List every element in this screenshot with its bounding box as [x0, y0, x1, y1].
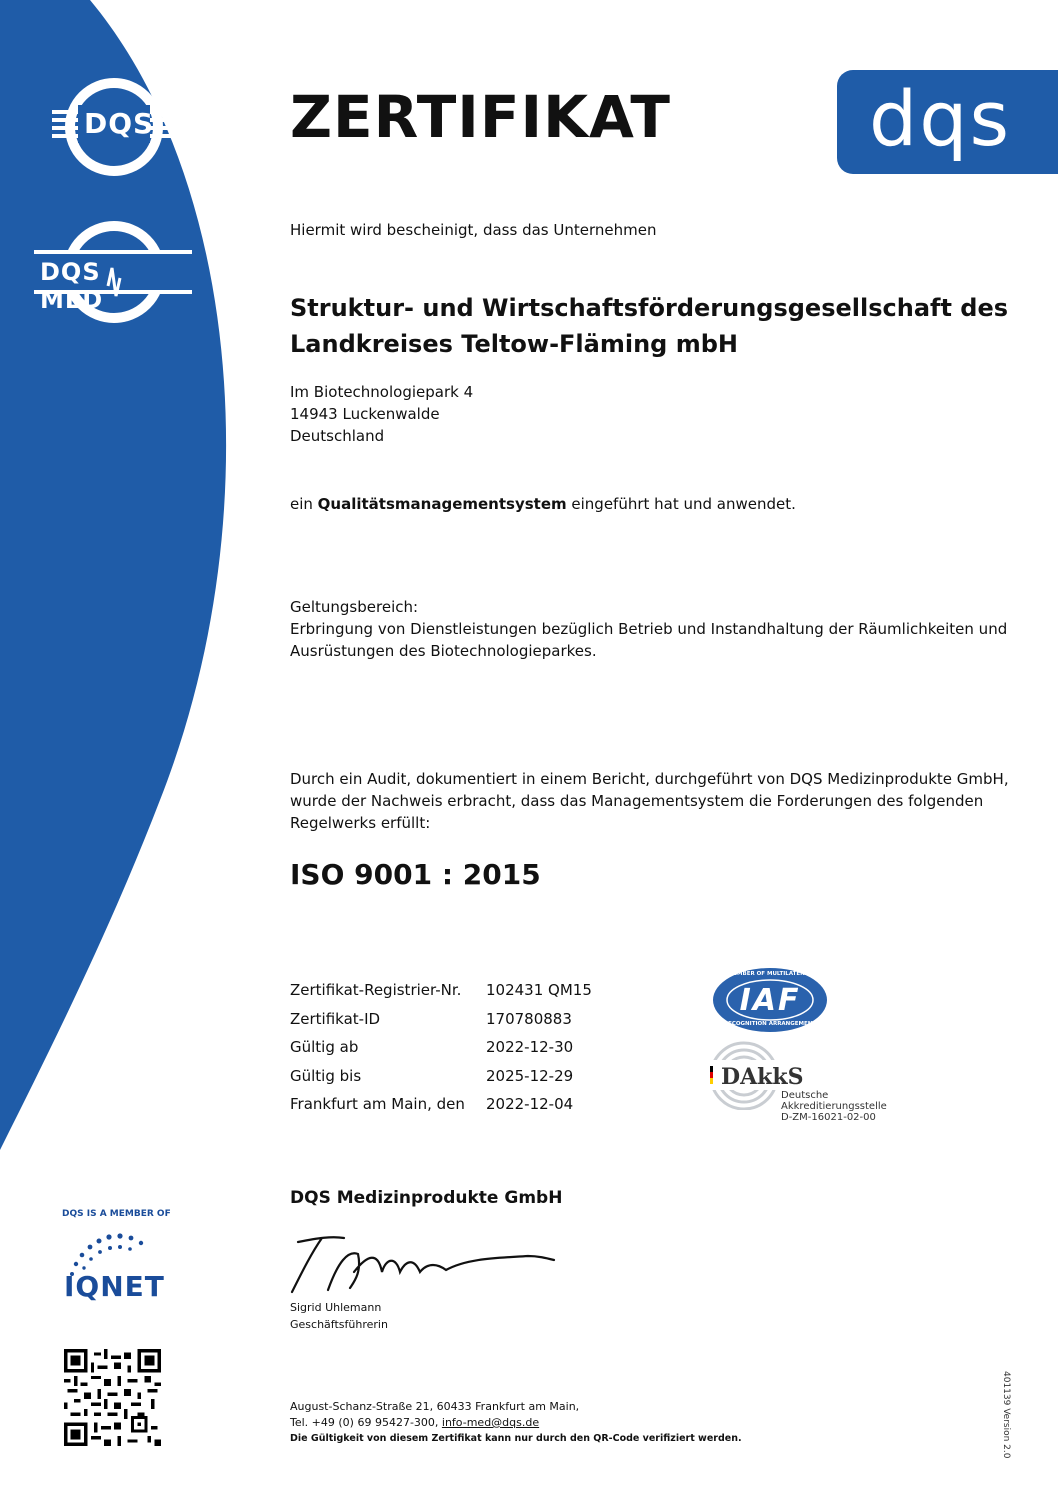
- iaf-ring-bottom: RECOGNITION ARRANGEMENT: [723, 1021, 817, 1027]
- issuer-company: DQS Medizinprodukte GmbH: [290, 1188, 563, 1208]
- company-address: [290, 381, 473, 447]
- dqs-med-text: DQS MED: [40, 258, 104, 314]
- system-name: Qualitätsmanagementsystem: [317, 495, 567, 513]
- reg-label: Gültig ab: [290, 1038, 359, 1057]
- dakks-line1: Deutsche: [781, 1090, 829, 1101]
- address-line: 14943 Luckenwalde: [290, 405, 440, 423]
- signer-name: Sigrid Uhlemann: [290, 1301, 382, 1314]
- registration-table: [290, 981, 592, 1124]
- footer-email-link[interactable]: info-med@dqs.de: [441, 1416, 540, 1429]
- dakks-line2: Akkreditierungsstelle: [781, 1101, 887, 1112]
- dqs-brand-logo: [837, 70, 1058, 174]
- reg-label: Zertifikat-Registrier-Nr.: [290, 981, 462, 999]
- reg-value: 170780883: [486, 1009, 572, 1028]
- system-suffix: eingeführt hat und anwendet.: [566, 495, 796, 513]
- iaf-logo: [711, 966, 829, 1034]
- footer-tel: Tel. +49 (0) 69 95427-300,: [290, 1416, 442, 1429]
- audit-statement: [290, 768, 1009, 834]
- reg-value: 2025-12-29: [486, 1066, 574, 1085]
- footer: [290, 1399, 742, 1447]
- audit-line2: wurde der Nachweis erbracht, dass das Managementsystem die Forderungen des folgenden: [290, 792, 984, 810]
- table-row: [290, 1038, 592, 1067]
- page-title: ZERTIFIKAT: [290, 83, 671, 151]
- scope-text-line1: Erbringung von Dienstleistungen bezüglich Betrieb und Instandhaltung der Räumlichkeiten und: [290, 620, 1008, 638]
- company-name-line2: Landkreises Teltow-Fläming mbH: [290, 330, 738, 358]
- scope-label: Geltungsbereich:: [290, 598, 419, 616]
- footer-note: Die Gültigkeit von diesem Zertifikat kann nur durch den QR-Code verifiziert werden.: [290, 1433, 742, 1444]
- company-name: [290, 290, 1008, 362]
- iqnet-member-text: DQS IS A MEMBER OF: [62, 1209, 171, 1219]
- dqs-seal-logo: [48, 72, 180, 182]
- audit-line1: Durch ein Audit, dokumentiert in einem Bericht, durchgeführt von DQS Medizinprodukte GmbH,: [290, 770, 1009, 788]
- signer-block: [290, 1299, 388, 1333]
- intro-text: Hiermit wird bescheinigt, dass das Unternehmen: [290, 221, 657, 239]
- system-prefix: ein: [290, 495, 318, 513]
- dqs-brand-text: dqs: [869, 74, 1012, 163]
- reg-value: 2022-12-30: [486, 1038, 574, 1057]
- qr-code-icon[interactable]: [64, 1349, 161, 1446]
- reg-label: Frankfurt am Main, den: [290, 1095, 465, 1114]
- table-row: [290, 1067, 592, 1096]
- dakks-name: DAkkS: [721, 1064, 804, 1090]
- scope-text-line2: Ausrüstungen des Biotechnologieparkes.: [290, 642, 597, 660]
- version-label: 401139 Version 2.0: [1001, 1371, 1011, 1459]
- signer-role: Geschäftsführerin: [290, 1318, 388, 1331]
- dakks-id: D-ZM-16021-02-00: [781, 1112, 876, 1123]
- iqnet-name: IQNET: [64, 1270, 165, 1303]
- reg-value: 2022-12-04: [486, 1095, 574, 1114]
- dqs-med-logo: [32, 216, 194, 326]
- signature-image: [288, 1232, 568, 1294]
- iaf-text: IAF: [739, 983, 801, 1018]
- reg-label: Zertifikat-ID: [290, 1009, 381, 1028]
- address-line: Deutschland: [290, 427, 385, 445]
- standard-name: ISO 9001 : 2015: [290, 858, 541, 891]
- table-row: [290, 1095, 592, 1124]
- address-line: Im Biotechnologiepark 4: [290, 383, 474, 401]
- audit-line3: Regelwerks erfüllt:: [290, 814, 431, 832]
- scope-section: [290, 596, 1007, 662]
- reg-label: Gültig bis: [290, 1066, 362, 1085]
- company-name-line1: Struktur- und Wirtschaftsförderungsgesellschaft des: [290, 294, 1009, 322]
- dqs-seal-text: DQS: [84, 107, 155, 140]
- footer-contact: [290, 1415, 742, 1431]
- table-row: [290, 1010, 592, 1039]
- system-statement: [290, 493, 796, 515]
- dakks-details: [781, 1090, 887, 1123]
- reg-value: 102431 QM15: [486, 981, 592, 999]
- footer-address: August-Schanz-Straße 21, 60433 Frankfurt am Main,: [290, 1400, 580, 1413]
- table-row: [290, 981, 592, 1010]
- iaf-ring-top: MEMBER OF MULTILATERAL: [727, 971, 813, 977]
